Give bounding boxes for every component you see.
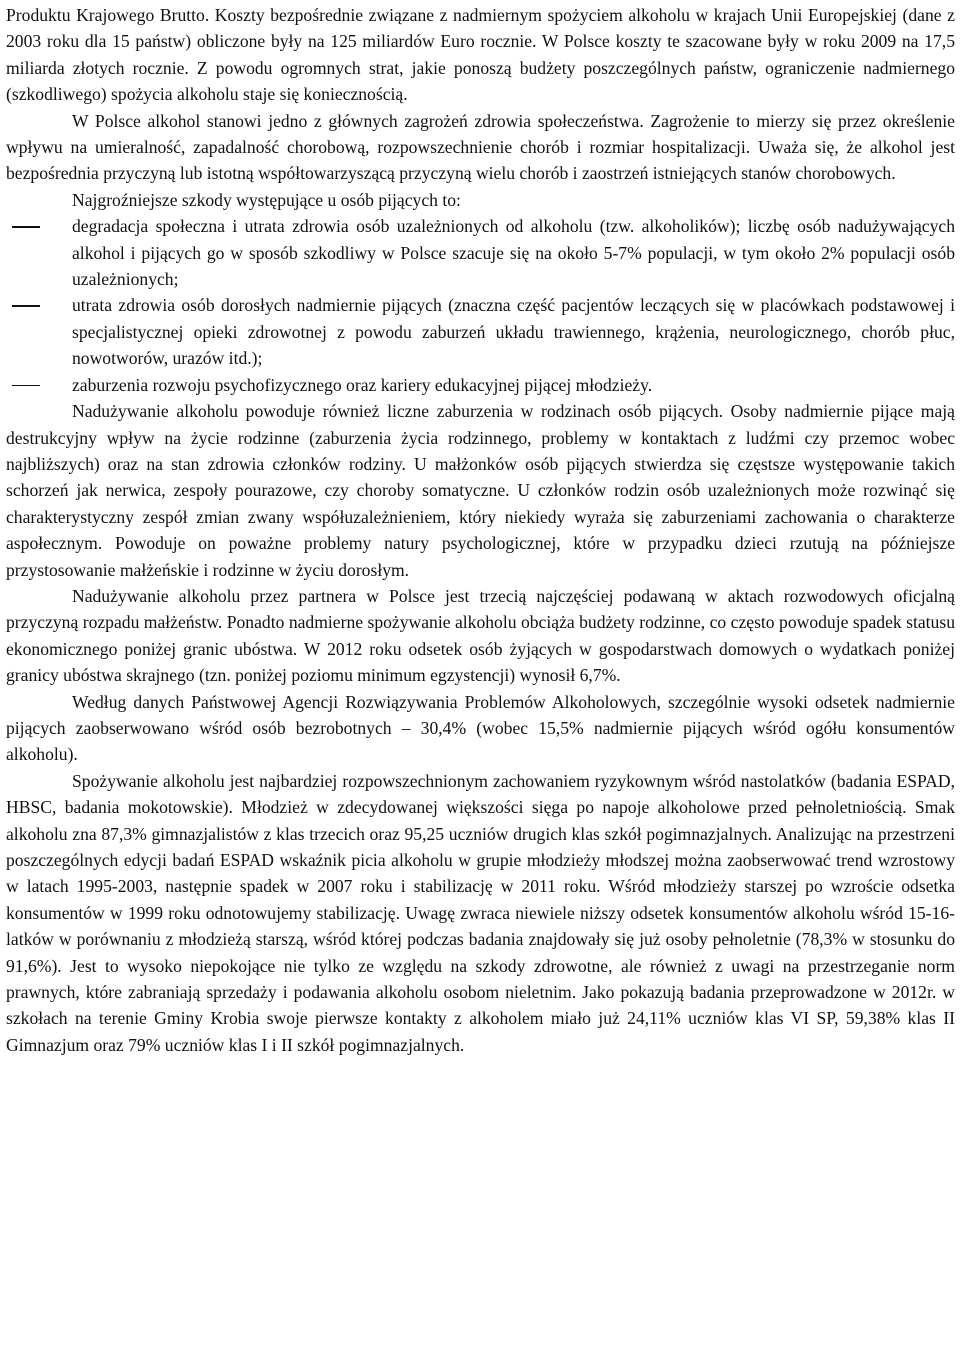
paragraph-divorce-poverty: Nadużywanie alkoholu przez partnera w Polsce jest trzecią najczęściej podawaną w aktach rozwodowych oficjalną przyczyną rozpadu małżeństw. Ponadto nadmierne spożywanie alkoholu obciąża budżety rodzinne, co często powoduje spadek statusu ekonomicznego poniżej granic ubóstwa. W 2012 roku odsetek osób żyjących w gospodarstwach domowych o wydatkach poniżej granicy ubóstwa skrajnego (tzn. poniżej poziomu minimum egzystencji) wynosił 6,7%. <box>6 585 955 686</box>
dash-bullet-icon <box>12 305 40 306</box>
paragraph-costs: Produktu Krajowego Brutto. Koszty bezpośrednie związane z nadmiernym spożyciem alkoholu w krajach Unii Europejskiej (dane z 2003 roku dla 15 państw) obliczone były na 125 miliardów Euro rocznie. W Polsce koszty te szacowane były w roku 2009 na 17,5 miliarda złotych rocznie. Z powodu ogromnych strat, jakie ponoszą budżety poszczególnych państw, ograniczenie nadmiernego (szkodliwego) spożycia alkoholu staje się koniecznością. <box>6 5 955 105</box>
paragraph-parpa-data: Według danych Państwowej Agencji Rozwiązywania Problemów Alkoholowych, szczególnie wysoki odsetek nadmiernie pijących zaobserwowano wśród osób bezrobotnych – 30,4% (wobec 15,5% nadmiernie pijących wśród ogółu konsumentów alkoholu). <box>6 691 955 765</box>
list-item <box>72 372 955 398</box>
paragraph-youth-drinking: Spożywanie alkoholu jest najbardziej rozpowszechnionym zachowaniem ryzykownym wśród nastolatków (badania ESPAD, HBSC, badania mokotowskie). Młodzież w zdecydowanej większości sięga po napoje alkoholowe przed pełnoletniością. Smak alkoholu zna 87,3% gimnazjalistów z klas trzecich oraz 95,25 uczniów drugich klas szkół pogimnazjalnych. Analizując na przestrzeni poszczególnych edycji badań ESPAD wskaźnik picia alkoholu w grupie młodzieży młodszej można zaobserwować trend wzrostowy w latach 1995-2003, następnie spadek w 2007 roku i stabilizację w 2011 roku. Wśród młodzieży starszej po wzroście odsetka konsumentów w 1999 roku odnotowujemy stabilizację. Uwagę zwraca niewiele niższy odsetek konsumentów alkoholu wśród 15-16-latków w porównaniu z młodzieżą starszą, wśród której podczas badania znajdowały się już osoby pełnoletnie (78,3% w stosunku do 91,6%). Jest to wysoko niepokojące nie tylko ze względu na szkody zdrowotne, ale również z uwagi na przestrzeganie norm prawnych, które zabraniają sprzedaży i podawania alkoholu osobom nieletnim. Jako pokazują badania przeprowadzone w 2012r. w szkołach na terenie Gminy Krobia swoje pierwsze kontakty z alkoholem miało już 24,11% uczniów klas VI SP, 59,38% klas II Gimnazjum oraz 79% uczniów klas I i II szkół pogimnazjalnych. <box>6 770 955 1055</box>
paragraph-health-threat: W Polsce alkohol stanowi jedno z głównych zagrożeń zdrowia społeczeństwa. Zagrożenie to mierzy się przez określenie wpływu na umieralność, zapadalność chorobową, rozpowszechnienie chorób i rozmiar hospitalizacji. Uważa się, że alkohol jest bezpośrednia przyczyną lub istotną współtowarzyszącą przyczyną wielu chorób i zaostrzeń istniejących stanów chorobowych. <box>6 110 955 184</box>
dash-bullet-icon <box>12 226 40 227</box>
list-item <box>72 292 955 371</box>
list-item-text: zaburzenia rozwoju psychofizycznego oraz kariery edukacyjnej pijącej młodzieży. <box>72 374 653 395</box>
dash-bullet-icon <box>12 385 40 386</box>
paragraph-harms-intro: Najgroźniejsze szkody występujące u osób pijących to: <box>72 189 461 210</box>
harms-list <box>6 213 955 398</box>
list-item-text: degradacja społeczna i utrata zdrowia osób uzależnionych od alkoholu (tzw. alkoholików); liczbę osób nadużywających alkohol i pijących go w sposób szkodliwy w Polsce szacuje się na około 5-7% populacji, w tym około 2% populacji osób uzależnionych; <box>72 216 955 290</box>
list-item <box>72 213 955 292</box>
list-item-text: utrata zdrowia osób dorosłych nadmiernie pijących (znaczna część pacjentów leczących się w placówkach podstawowej i specjalistycznej opieki zdrowotnej z powodu zaburzeń układu trawiennego, krążenia, neurologicznego, chorób płuc, nowotworów, urazów itd.); <box>72 295 955 369</box>
paragraph-family-effects: Nadużywanie alkoholu powoduje również liczne zaburzenia w rodzinach osób pijących. Osoby nadmiernie pijące mają destrukcyjny wpływ na życie rodzinne (zaburzenia życia rodzinnego, problemy w kontaktach z ludźmi czy przemoc wobec najbliższych) oraz na stan zdrowia członków rodziny. U małżonków osób pijących stwierdza się częstsze występowanie takich schorzeń jak nerwica, zespoły pourazowe, czy choroby somatyczne. U członków rodzin osób uzależnionych może rozwinąć się charakterystyczny zespół zmian zwany współuzależnieniem, który niekiedy wyraża się zaburzeniami zachowania o charakterze aspołecznym. Powoduje on poważne problemy natury psychologicznej, które w przypadku dzieci rzutują na późniejsze przystosowanie małżeńskie i rodzinne w życiu dorosłym. <box>6 401 955 580</box>
